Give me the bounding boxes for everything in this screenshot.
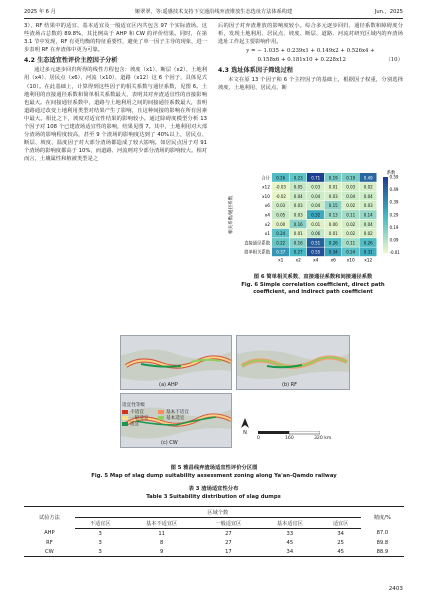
scale-label-160: 160 [285, 436, 294, 441]
table3-acc: 89.8 [376, 539, 389, 546]
table3-sub-header: 基本适宜区 [259, 518, 320, 529]
colorbar-step [383, 212, 388, 215]
heatmap-row-label: x12 [261, 185, 270, 191]
heatmap-cell-value: 0.31 [363, 249, 373, 255]
heatmap-cell-value: 0.05 [293, 184, 303, 190]
equation-line-2: 0.158x6 + 0.181x10 + 0.228x12 [257, 56, 346, 63]
heatmap-col-label: x2 [295, 258, 301, 264]
heatmap-col-label: x12 [364, 258, 373, 264]
table3-caption-en: Table 3 Suitability distribution of slag dumps [146, 493, 281, 500]
colorbar-step [383, 248, 388, 251]
fig6-caption-en-1: Fig. 6 Simple correlation coefficient, direct path [241, 281, 385, 288]
heatmap-y-axis-title: 相关系数/通径系数 [229, 195, 234, 235]
heatmap-cell-value: 0.03 [328, 193, 338, 199]
heatmap-cell-value: 0.26 [276, 175, 286, 181]
heatmap-cell-value: 0.02 [346, 231, 356, 237]
colorbar-tick: 0.09 [389, 237, 399, 243]
header-date: 2025 年 6 月 [24, 9, 56, 15]
table3-method: CW [24, 547, 75, 557]
colorbar-step [383, 215, 388, 218]
colorbar-step [383, 233, 388, 236]
left-paragraph-1: 3），RF 结果中的适宜、基本适宜及一般适宜区内共包含 97 个实际渣场。这些渣场占总数的 89.8%，其比例高于 AHP 和 CW 的评价结果。同时，在第 3.1 节中发现，RF 有更均衡的特征重要性，避免了单一因子主导的现象，进一步表明 RF 在弃渣体中更为可靠。 [24, 23, 207, 54]
heatmap-cell-value: 0.55 [311, 249, 321, 255]
section-heading-4-2: 4.2 生态适宜性评价主控因子分析 [24, 57, 118, 65]
heatmap-cell-value: 0.34 [328, 249, 338, 255]
fig6-caption [218, 274, 408, 297]
heatmap-row-label: x2 [264, 222, 270, 228]
colorbar-step [383, 205, 388, 208]
heatmap-cell-value: 0.01 [328, 231, 338, 237]
colorbar-step [383, 238, 388, 241]
table3-acc: 88.9 [361, 547, 404, 557]
legend-swatch [122, 410, 128, 414]
heatmap-cell-value: 0.22 [276, 240, 286, 246]
heatmap-figure [226, 170, 416, 270]
heatmap-cell-value: 0.04 [311, 203, 321, 209]
colorbar-tick: -0.01 [389, 250, 400, 256]
colorbar-step [383, 220, 388, 223]
legend-title: 适宜性等级 [122, 403, 145, 408]
equation-line-2-wrap [218, 56, 403, 65]
heatmap-cell-value: 0.16 [293, 221, 303, 227]
table3-caption-cn: 表 3 渣场适宜性分布 [188, 486, 239, 492]
colorbar-tick: 0.49 [389, 187, 399, 193]
legend-item [158, 415, 184, 421]
heatmap-svg [226, 170, 416, 270]
table3-cell: 25 [337, 539, 344, 546]
colorbar-step [383, 217, 388, 220]
table3-cell: 3 [75, 547, 126, 557]
colorbar-tick: 0.59 [389, 174, 399, 180]
colorbar-step [383, 230, 388, 233]
table3-sub-header: 适宜区 [321, 518, 361, 529]
colorbar-step [383, 202, 388, 205]
heatmap-cell-value: 0.01 [311, 221, 321, 227]
heatmap-cell-value: 0.03 [293, 203, 303, 209]
heatmap-cell-value: 0.37 [276, 249, 286, 255]
map-panel-ahp [120, 335, 232, 390]
table-row [24, 538, 404, 547]
heatmap-cell-value: 0.04 [311, 193, 321, 199]
running-header [24, 8, 403, 18]
heatmap-cell-value: 0.01 [328, 184, 338, 190]
table3-col-method: 试验方法 [24, 507, 75, 529]
heatmap-row-label: 直接通径系数 [244, 241, 270, 247]
heatmap-cell-value: 0.19 [346, 175, 356, 181]
table3-cell: 45 [286, 539, 294, 546]
heatmap-cell-value: 0.02 [346, 221, 356, 227]
heatmap-col-label: x6 [330, 258, 336, 264]
north-label: N [243, 430, 247, 436]
header-date-en: Jun.，2025 [374, 9, 403, 15]
colorbar-step [383, 210, 388, 213]
legend-label: 一般适宜 [130, 416, 149, 421]
heatmap-cell-value: 0.02 [346, 203, 356, 209]
table3-cell: 34 [259, 547, 320, 557]
legend-swatch [122, 422, 128, 426]
colorbar-step [383, 195, 388, 198]
colorbar-step [383, 235, 388, 238]
colorbar-step [383, 185, 388, 188]
heatmap-cell-value: 0.03 [363, 203, 373, 209]
legend-label: 基本不适宜 [166, 410, 189, 415]
colorbar-step [383, 177, 388, 180]
fig5-caption-en: Fig. 5 Map of slag dump suitability assessment zoning along Ya'an-Qamdo railway [91, 472, 337, 479]
heatmap-cell-value: 0.26 [363, 240, 373, 246]
colorbar-step [383, 207, 388, 210]
heatmap-row-label: 合计 [261, 176, 270, 182]
colorbar-step [383, 192, 388, 195]
table3-col-group: 区域个数 [75, 507, 361, 518]
table3 [24, 506, 404, 557]
scale-label-0: 0 [257, 436, 260, 441]
table3-method: AHP [44, 530, 55, 537]
table3-cell: 17 [198, 547, 259, 557]
right-column [218, 22, 403, 92]
table3-cell: 9 [126, 547, 198, 557]
table3-cell: 11 [158, 530, 165, 537]
header-rule [24, 18, 403, 19]
map-label-ahp: (a) AHP [159, 382, 178, 388]
heatmap-cell-value: 0.04 [293, 193, 303, 199]
heatmap-cell-value: 0.19 [328, 175, 338, 181]
equation-10 [218, 47, 403, 64]
fig6-caption-en-2: coefficient, and indirect path coefficient [253, 289, 373, 295]
colorbar-step [383, 227, 388, 230]
table3-cell: 45 [321, 547, 361, 557]
heatmap-cell-value: -0.02 [275, 193, 286, 199]
heatmap-cell-value: 0.15 [328, 203, 338, 209]
heatmap-cell-value: 0.06 [311, 231, 321, 237]
heatmap-cell-value: 0.32 [311, 212, 321, 218]
legend-swatch [158, 416, 164, 420]
colorbar-step [383, 182, 388, 185]
colorbar-tick: 0.19 [389, 224, 399, 230]
table3-cell: 8 [159, 539, 164, 546]
heatmap-cell-value: 0.23 [293, 175, 303, 181]
colorbar-step [383, 240, 388, 243]
heatmap-row-label: x6 [264, 204, 270, 210]
table3-sub-header: 基本不适宜区 [126, 518, 198, 529]
heatmap-col-label: x1 [278, 258, 284, 264]
table-row [24, 529, 404, 539]
equation-line-1: y = − 1.035 + 0.239x1 + 0.149x2 + 0.526x4 + [246, 48, 375, 55]
colorbar-step [383, 187, 388, 190]
map-panel-rf [236, 335, 350, 390]
table3-acc: 87.0 [376, 530, 389, 537]
heatmap-cell-value: 0.00 [328, 221, 338, 227]
heatmap-cell-value: 0.49 [363, 175, 373, 181]
colorbar-tick: 0.29 [389, 212, 399, 218]
scale-label-320: 320 km [314, 436, 332, 441]
scale-bar-graphic [258, 431, 320, 435]
map-label-rf: (b) RF [282, 382, 298, 388]
table-row [24, 547, 404, 557]
table3-cell: 34 [337, 530, 344, 537]
north-arrow-icon [240, 418, 250, 428]
colorbar-step [383, 222, 388, 225]
legend-swatch [122, 416, 128, 420]
heatmap-row-label: x1 [264, 232, 270, 238]
table3-cell: 27 [225, 530, 232, 537]
heatmap-row-label: x10 [261, 194, 270, 200]
heatmap-cell-value: 0.05 [276, 212, 286, 218]
table3-col-acc: 精度/% [361, 507, 404, 529]
scale-bar [258, 431, 348, 445]
heatmap-cell-value: 0.11 [346, 240, 356, 246]
heatmap-cell-value: 0.03 [293, 212, 303, 218]
fig6-caption-cn: 图 6 简单相关系数、直接通径系数和间接通径系数 [253, 274, 373, 280]
heatmap-cell-value: 0.71 [311, 175, 321, 181]
table3-cell: 33 [286, 530, 294, 537]
heatmap-cell-value: 0.24 [346, 249, 356, 255]
heatmap-cell-value: 0.03 [346, 184, 356, 190]
heatmap-row-label: x4 [264, 213, 270, 219]
table3-cell: 3 [98, 539, 102, 546]
heatmap-cell-value: 0.04 [363, 193, 373, 199]
table3-sub-header: 不适宜区 [75, 518, 126, 529]
heatmap-cell-value: 0.04 [363, 221, 373, 227]
heatmap-cell-value: 0.03 [276, 203, 286, 209]
colorbar-step [383, 180, 388, 183]
equation-number: （10） [385, 56, 403, 63]
left-paragraph-2: 通过多元逐步回归所得的线性方程包含：坡度（x1）、断层（x2）、土地利用（x4）、居民点（x6）、河流（x10）、道路（x12）这 6 个因子，具体见式（10）。在此基础上，计算得到这些因子的相关系数与通径系数，见图 6。土地利用的直接通径系数和简单相关系数最大，表明其对弃渣适宜性的直接影响也最大。在间接通径系数中，道路与土地利用之间的间接通径系数最大，表明道路通过改变土地利用类型对结果产生了影响，且这种间接的影响在所有因素中最大。相比之下，坡度对适宜性结果的影响较小。通过除碍度模型分析 13 个因子对 108 个已建渣场适宜性的影响，结果见图 7。其中，土地利用对大部分渣场的影响程度较高，甚至 9 个渣场的影响度达到了 40%以上，居民点、断层、坡度、温度因子对大部分渣场都造成了较大影响。如居民点因子对 91 个渣场的影响度都高于 10%，而道路、河流则对少部分渣场的影响较大。相对而言，土壤属性和植被类型是之 [24, 67, 207, 163]
section-heading-4-3: 4.3 选址体系因子筛选过程 [218, 67, 293, 75]
table3-method: RF [46, 539, 53, 546]
heatmap-cell-value: 0.16 [293, 240, 303, 246]
colorbar-step [383, 250, 388, 253]
heatmap-cell-value: 0.27 [293, 249, 303, 255]
page-number: 2403 [388, 586, 403, 592]
table3-caption [0, 486, 427, 501]
heatmap-cell-value: 0.02 [363, 231, 373, 237]
colorbar-tick: 0.39 [389, 199, 399, 205]
colorbar-step [383, 243, 388, 246]
colorbar-step [383, 200, 388, 203]
legend-item [122, 421, 139, 427]
heatmap-cell-value: 0.11 [346, 212, 356, 218]
map-label-cw: (c) CW [161, 440, 178, 446]
heatmap-cell-value: -0.03 [275, 184, 286, 190]
table3-cell: 27 [225, 539, 232, 546]
heatmap-row-label: 简单相关系数 [244, 250, 270, 256]
legend-label: 不适宜 [130, 410, 144, 415]
header-title: 姬翠翠，等:遥感技术支持下交通沿线弃渣堆放生态选址方法体系构建 [134, 9, 293, 15]
heatmap-cell-value: 0.26 [328, 240, 338, 246]
fig5-caption [24, 465, 404, 480]
heatmap-cell-value: 0.24 [276, 231, 286, 237]
heatmap-cell-value: 0.00 [276, 221, 286, 227]
table3-cell: 3 [98, 530, 102, 537]
fig5-caption-cn: 图 5 雅昌线弃渣场适宜性评价分区图 [170, 465, 258, 471]
heatmap-cell-value: 0.04 [346, 193, 356, 199]
legend-label: 适宜 [130, 422, 140, 427]
colorbar-step [383, 190, 388, 193]
colorbar-step [383, 197, 388, 200]
heatmap-col-label: x10 [346, 258, 355, 264]
colorbar-label: 系数 [386, 171, 396, 176]
heatmap-cell-value: 0.02 [363, 184, 373, 190]
heatmap-cell-value: 0.14 [363, 212, 373, 218]
heatmap-cell-value: 0.51 [311, 240, 321, 246]
north-arrow [238, 418, 252, 436]
right-paragraph-2: 本文在原 13 个因子和 6 个主控因子的基础上，根据因子权重，分别选择坡度、土地利用、居民点、断 [218, 77, 403, 92]
table3-sub-header: 一般适宜区 [198, 518, 259, 529]
heatmap-cell-value: 0.01 [293, 231, 303, 237]
heatmap-cell-value: 0.03 [311, 184, 321, 190]
map-legend [122, 402, 232, 432]
left-column [24, 22, 207, 164]
legend-label: 基本适宜 [166, 416, 185, 421]
colorbar-step [383, 245, 388, 248]
legend-swatch [158, 410, 164, 414]
colorbar-step [383, 225, 388, 228]
heatmap-col-label: x4 [313, 258, 319, 264]
heatmap-cell-value: 0.13 [328, 212, 338, 218]
right-paragraph-1: 后的因子对弃渣堆放的影响度较小。综合多元逐步回归、通径系数和障碍度分析，发现土地利用、居民点、坡度、断层、道路、河流对研究区域内的弃渣场选址工作起主要影响作用。 [218, 23, 403, 46]
